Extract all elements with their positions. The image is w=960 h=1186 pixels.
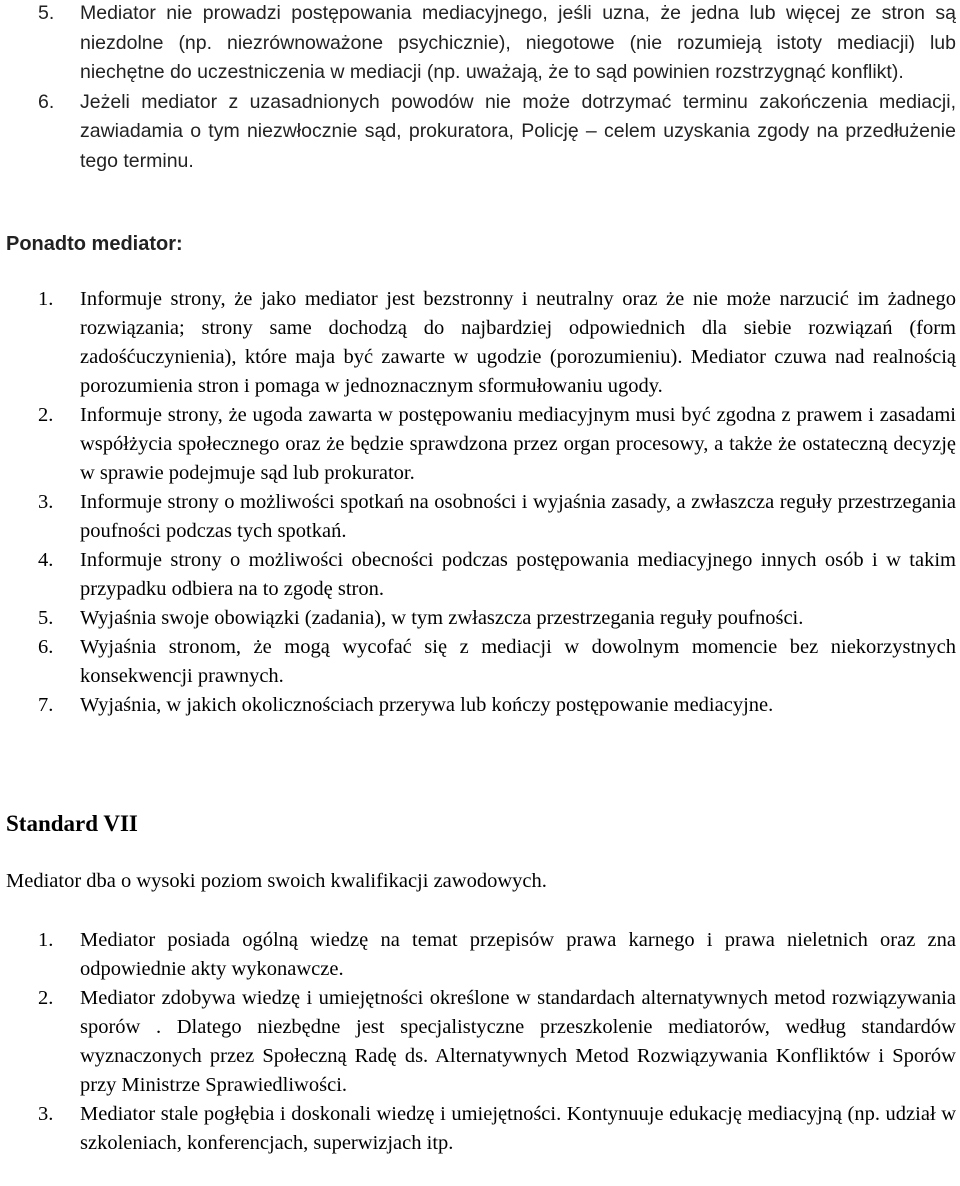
list-item-number: 2. [38, 404, 54, 426]
top-section [0, 0, 960, 176]
list-item [0, 984, 960, 1100]
list-item-number: 3. [38, 1103, 54, 1125]
list-item [0, 546, 960, 604]
standard-section [0, 926, 960, 1158]
list-item-text: Jeżeli mediator z uzasadnionych powodów nie może dotrzymać terminu zakończenia mediacji, zawiadamia o tym niezwłocznie sąd, prokuratora, Policję – celem uzyskania zgody na przedłużenie tego terminu. [80, 90, 956, 172]
list-item-text: Mediator stale pogłębia i doskonali wiedzę i umiejętności. Kontynuuje edukację mediacyjną (np. udział w szkoleniach, konferencjach, superwizjach itp. [80, 1103, 956, 1154]
list-item [0, 691, 960, 720]
list-item-text: Mediator posiada ogólną wiedzę na temat przepisów prawa karnego i prawa nieletnich oraz zna odpowiednie akty wykonawcze. [80, 929, 956, 980]
list-item [0, 604, 960, 633]
list-item [0, 285, 960, 401]
list-item-number: 5. [38, 2, 55, 24]
standard-lead: Mediator dba o wysoki poziom swoich kwalifikacji zawodowych. [6, 870, 547, 892]
list-item-text: Wyjaśnia swoje obowiązki (zadania), w tym zwłaszcza przestrzegania reguły poufności. [80, 607, 804, 629]
list-item-text: Wyjaśnia, w jakich okolicznościach przerywa lub kończy postępowanie mediacyjne. [80, 694, 774, 716]
list-item [0, 488, 960, 546]
list-item-number: 1. [38, 929, 54, 951]
list-item-text: Informuje strony, że ugoda zawarta w postępowaniu mediacyjnym musi być zgodna z prawem i zasadami współżycia społecznego oraz że będzie sprawdzona przez organ procesowy, a także że ostateczną decyzję w sprawie podejmuje sąd lub prokurator. [80, 404, 956, 484]
ponadto-list [0, 285, 960, 720]
list-item-number: 4. [38, 549, 54, 571]
list-item-number: 3. [38, 491, 54, 513]
list-item-text: Informuje strony o możliwości obecności podczas postępowania mediacyjnego innych osób i w takim przypadku odbiera na to zgodę stron. [80, 549, 956, 600]
list-item [0, 88, 960, 177]
standard-list [0, 926, 960, 1158]
list-item-text: Mediator zdobywa wiedzę i umiejętności określone w standardach alternatywnych metod rozwiązywania sporów . Dlatego niezbędne jest specjalistyczne przeszkolenie mediatorów, według standardów wyznaczonych przez Społeczną Radę ds. Alternatywnych Metod Rozwiązywania Konfliktów i Sporów przy Ministrze Sprawiedliwości. [80, 987, 956, 1096]
ponadto-heading: Ponadto mediator: [6, 233, 183, 255]
top-list [0, 0, 960, 176]
list-item [0, 401, 960, 488]
ponadto-section [0, 285, 960, 720]
list-item-text: Mediator nie prowadzi postępowania mediacyjnego, jeśli uzna, że jedna lub więcej ze stron są niezdolne (np. niezrównoważone psychicznie), niegotowe (nie rozumieją istoty mediacji) lub niechętne do uczestniczenia w mediacji (np. uważają, że to sąd powinien rozstrzygnąć konflikt). [80, 2, 956, 83]
list-item [0, 633, 960, 691]
list-item-number: 6. [38, 636, 54, 658]
list-item [0, 926, 960, 984]
list-item-number: 6. [38, 90, 55, 113]
list-item-number: 1. [38, 288, 54, 310]
list-item-number: 7. [38, 694, 54, 716]
list-item-text: Informuje strony o możliwości spotkań na osobności i wyjaśnia zasady, a zwłaszcza reguły przestrzegania poufności podczas tych spotkań. [80, 491, 956, 542]
list-item-number: 5. [38, 607, 54, 629]
list-item-text: Wyjaśnia stronom, że mogą wycofać się z mediacji w dowolnym momencie bez niekorzystnych konsekwencji prawnych. [80, 636, 956, 687]
standard-heading: Standard VII [6, 811, 138, 836]
list-item [0, 0, 960, 88]
list-item-text: Informuje strony, że jako mediator jest bezstronny i neutralny oraz że nie może narzucić im żadnego rozwiązania; strony same dochodzą do najbardziej odpowiednich dla siebie rozwiązań (form zadośćuczynienia), które maja być zawarte w ugodzie (porozumieniu). Mediator czuwa nad realnością porozumienia stron i pomaga w jednoznacznym sformułowaniu ugody. [80, 288, 956, 397]
list-item [0, 1100, 960, 1158]
list-item-number: 2. [38, 987, 54, 1009]
